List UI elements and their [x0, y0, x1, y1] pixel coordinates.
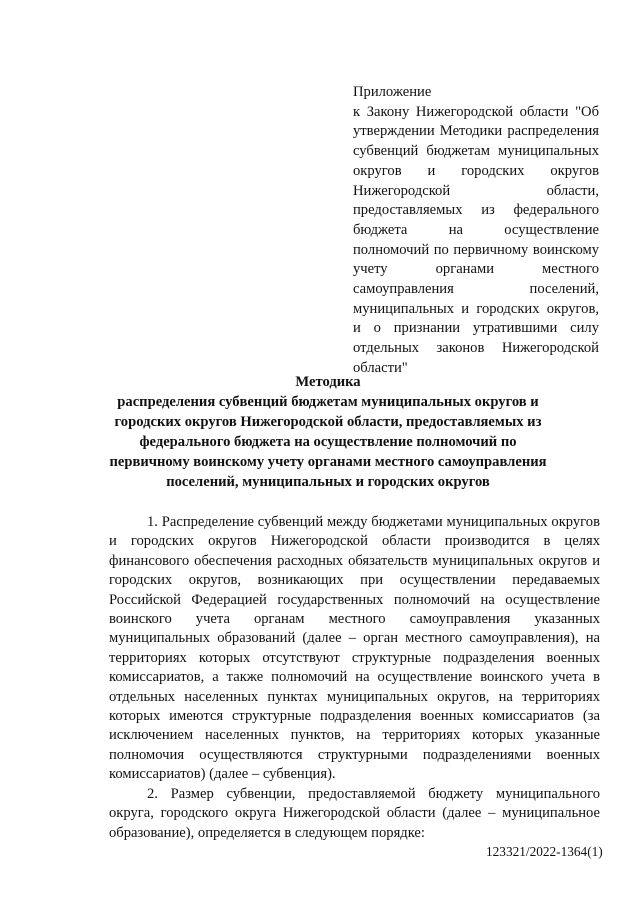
appendix-block — [353, 83, 599, 379]
paragraph-2: 2. Размер субвенции, предоставляемой бюджету муниципального округа, городского округа Нижегородской области (далее – муниципальное образование), определяется в следующем порядке: — [109, 785, 600, 841]
appendix-heading: Приложение — [353, 84, 432, 100]
document-code: 123321/2022-1364(1) — [486, 844, 603, 859]
title-main: Методика — [295, 374, 361, 390]
document-title — [108, 372, 548, 492]
title-subtitle: распределения субвенций бюджетам муниципальных округов и городских округов Нижегородской области, предоставляемых из федерального бюджета на осуществление полномочий по первичному воинскому учету органами местного самоуправления поселений, муниципальных и городских округов — [109, 394, 547, 490]
appendix-text: к Закону Нижегородской области "Об утверждении Методики распределения субвенций бюджетам муниципальных округов и городских округов Нижегородской области, предоставляемых из федерального бюджета на осуществление полномочий по первичному воинскому учету органами местного самоуправления поселений, муниципальных и городских округов, и о признании утратившими силу отдельных законов Нижегородской области" — [353, 103, 599, 376]
document-body — [109, 513, 600, 843]
paragraph-1: 1. Распределение субвенций между бюджетами муниципальных округов и городских округов Нижегородской области производится в целях финансового обеспечения расходных обязательств муниципальных округов и городских округов, возникающих при осуществлении передаваемых Российской Федерацией государственных полномочий на осуществление воинского учета органам местного самоуправления указанных муниципальных образований (далее – орган местного самоуправления), на территориях которых отсутствуют структурные подразделения военных комиссариатов, а также полномочий на осуществление воинского учета в отдельных населенных пунктах муниципальных округов, на территориях которых имеются структурные подразделения военных комиссариатов (за исключением населенных пунктов, на территориях которых указанные полномочия осуществляются структурными подразделениями военных комиссариатов) (далее – субвенция). — [109, 514, 600, 783]
